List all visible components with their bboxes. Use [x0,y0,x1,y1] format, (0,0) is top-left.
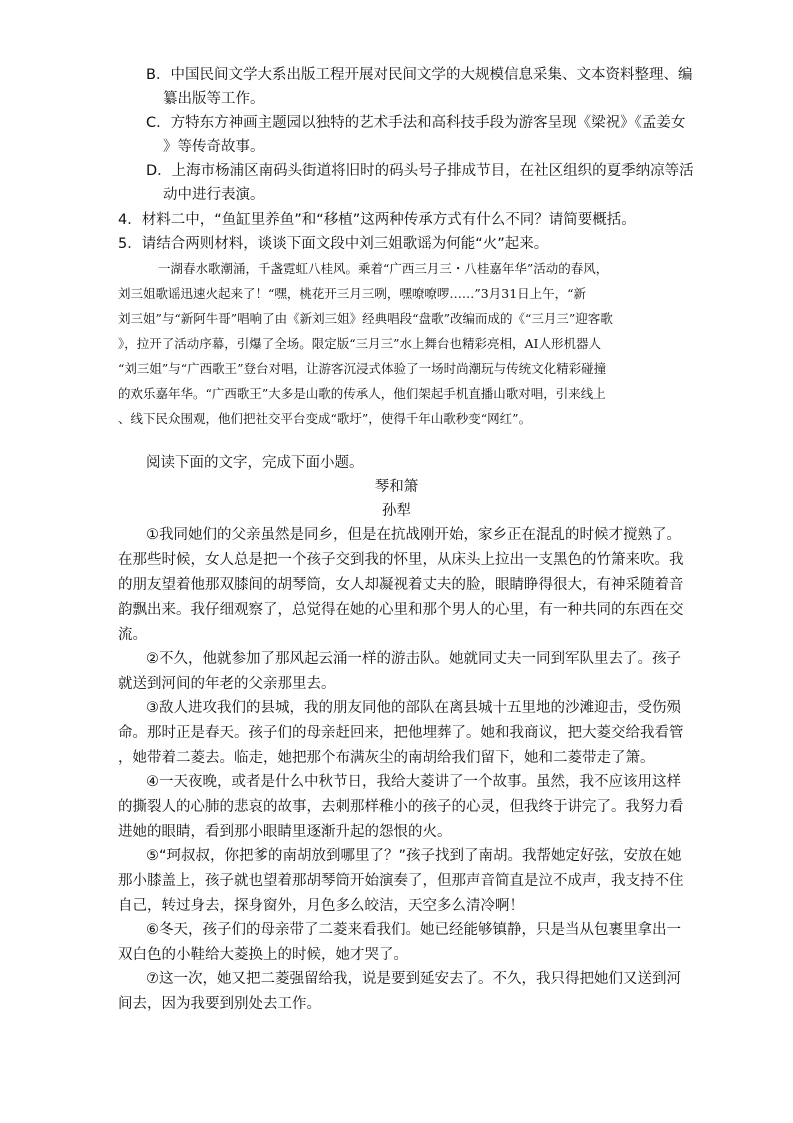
question-5: 5．请结合两则材料，谈谈下面文段中刘三姐歌谣为何能“火”起来。 [118,236,549,252]
excerpt-line: 》，拉开了活动序幕，引爆了全场。限定版“三月三”水上舞台也精彩亮相，AI人形机器人 [118,336,601,351]
story-line: 进她的眼睛，看到那小眼睛里逐渐升起的怨恨的火。 [118,824,452,840]
option-d-line1: D．上海市杨浦区南码头街道将旧时的码头号子排成节目，在社区组织的夏季纳凉等活 [146,163,694,179]
reading-instruction: 阅读下面的文字，完成下面小题。 [146,455,364,471]
excerpt-line: 刘三姐歌谣迅速火起来了！“嘿，桃花开三月三咧，嘿嘹嘹啰……”3月31日上午，“新 [118,286,587,301]
story-line: 命。那时正是春天。孩子们的母亲赶回来，把他埋葬了。她和我商议，把大菱交给我看管 [118,725,684,741]
story-line: ⑥冬天，孩子们的母亲带了二菱来看我们。她已经能够镇静，只是当从包裹里拿出一 [146,922,681,938]
excerpt-line: 的欢乐嘉年华。“广西歌王”大多是山歌的传承人，他们架起手机直播山歌对唱，引来线上 [118,386,606,401]
story-line: 流。 [118,627,147,643]
excerpt-line: 刘三姐”与“新阿牛哥”唱响了由《新刘三姐》经典唱段“盘歌”改编而成的《“三月三”迎客歌 [118,311,613,326]
option-c-line2: 》等传奇故事。 [163,139,265,155]
story-line: 的撕裂人的心肺的悲哀的故事，去刺那样稚小的孩子的心灵，但我终于讲完了。我努力看 [118,799,684,815]
story-author: 孙犁 [382,503,411,519]
story-line: 在那些时候，女人总是把一个孩子交到我的怀里，从床头上拉出一支黑色的竹箫来吹。我 [118,552,684,568]
story-line: ，她带着二菱去。临走，她把那个布满灰尘的南胡给我们留下，她和二菱带走了箫。 [118,750,655,766]
option-b-line1: B．中国民间文学大系出版工程开展对民间文学的大规模信息采集、文本资料整理、编 [146,67,693,83]
story-line: ④一天夜晚，或者是什么中秋节日，我给大菱讲了一个故事。虽然，我不应该用这样 [146,774,681,790]
option-b-line2: 纂出版等工作。 [163,91,265,107]
story-line: ①我同她们的父亲虽然是同乡，但是在抗战刚开始，家乡正在混乱的时候才搅熟了。 [146,527,681,543]
story-title: 琴和箫 [374,479,419,495]
option-d-line2: 动中进行表演。 [163,187,265,203]
story-line: ⑦这一次，她又把二菱强留给我，说是要到延安去了。不久，我只得把她们又送到河 [146,971,681,987]
excerpt-line: 、线下民众围观，他们把社交平台变成“歌圩”，使得千年山歌秒变“网红”。 [118,411,532,426]
option-c-line1: C．方特东方神画主题园以独特的艺术手法和高科技手段为游客呈现《梁祝》《孟姜女 [146,115,686,131]
story-line: 韵飘出来。我仔细观察了，总觉得在她的心里和那个男人的心里，有一种共同的东西在交 [118,602,684,618]
excerpt-line: 一湖春水歌潮涌，千盏霓虹八桂风。乘着“广西三月三・八桂嘉年华”活动的春风， [158,261,609,276]
story-line: 自己，转过身去，探身窗外，月色多么皎洁，天空多么清冷啊！ [118,898,524,914]
excerpt-line: “刘三姐”与“广西歌王”登台对唱，让游客沉浸式体验了一场时尚潮玩与传统文化精彩碰撞 [118,361,607,376]
story-line: ⑤“珂叔叔，你把爹的南胡放到哪里了？”孩子找到了南胡。我帮她定好弦，安放在她 [146,848,682,864]
story-line: 间去，因为我要到别处去工作。 [118,996,321,1012]
story-line: ②不久，他就参加了那风起云涌一样的游击队。她就同丈夫一同到军队里去了。孩子 [146,651,681,667]
story-line: 的朋友望着他那双膝间的胡琴筒，女人却凝视着丈夫的脸，眼睛睁得很大，有神采随着音 [118,577,684,593]
story-line: 就送到河间的年老的父亲那里去。 [118,676,336,692]
story-line: 双白色的小鞋给大菱换上的时候，她才哭了。 [118,947,408,963]
story-line: 那小膝盖上，孩子就也望着那胡琴筒开始演奏了，但那声音简直是泣不成声，我支持不住 [118,873,684,889]
story-line: ③敌人进攻我们的县城，我的朋友同他的部队在离县城十五里地的沙滩迎击，受伤殒 [146,700,681,716]
question-4: 4．材料二中，“鱼缸里养鱼”和“移植”这两种传承方式有什么不同？请简要概括。 [118,212,636,228]
